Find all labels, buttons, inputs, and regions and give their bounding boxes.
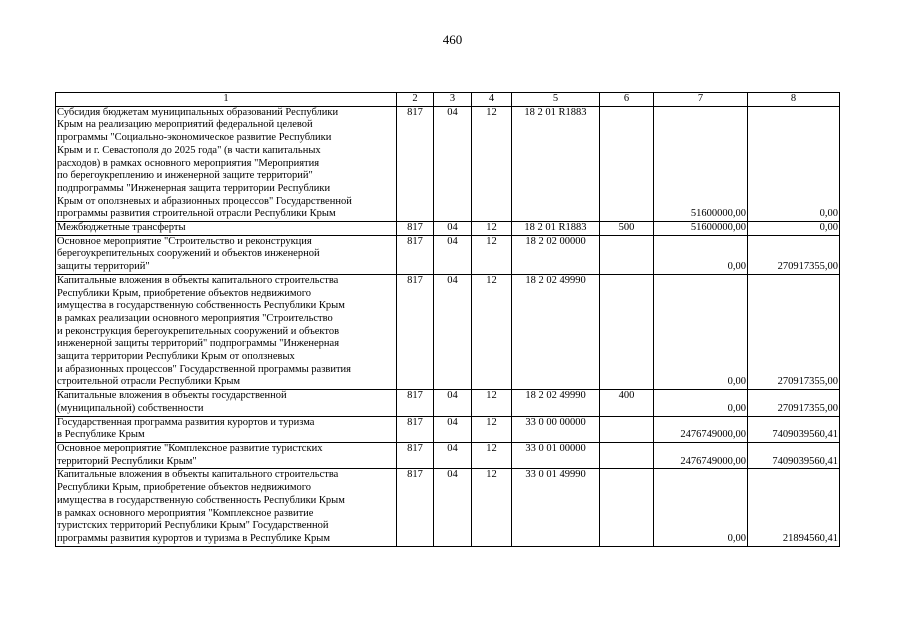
cell-target-article-text: 18 2 02 49990 (525, 390, 586, 402)
cell-section (434, 235, 472, 274)
cell-amount-col8-text: 7409039560,41 (772, 455, 838, 467)
cell-amount-col8 (748, 274, 840, 389)
cell-amount-col7-text: 51600000,00 (690, 208, 746, 220)
cell-expense-type (600, 106, 654, 221)
cell-subsection (472, 390, 512, 416)
table-row (56, 416, 840, 442)
cell-admin-code-text: 817 (407, 235, 423, 247)
cell-amount-col7 (654, 235, 748, 274)
cell-section-text: 04 (447, 222, 458, 234)
cell-amount-col8-text: 21894560,41 (782, 532, 838, 544)
cell-expense-type (600, 274, 654, 389)
cell-name (56, 274, 397, 389)
cell-subsection-text: 12 (486, 469, 497, 481)
cell-target-article-text: 18 2 02 00000 (525, 235, 586, 247)
column-header-8: 8 (748, 93, 840, 107)
cell-section (434, 390, 472, 416)
cell-subsection (472, 442, 512, 468)
cell-target-article-text: 18 2 01 R1883 (524, 106, 587, 118)
cell-amount-col8 (748, 442, 840, 468)
cell-amount-col7-text: 0,00 (727, 261, 746, 273)
cell-expense-type (600, 442, 654, 468)
cell-amount-col8-text: 7409039560,41 (772, 429, 838, 441)
column-header-1: 1 (56, 93, 397, 107)
cell-admin-code (397, 106, 434, 221)
cell-name-text: Капитальные вложения в объекты капитального строительства Республики Крым, приобретение объектов недвижимого имущества в государственную собственность Республики Крым в рамках основного мероприятия "Комплексное развитие туристских территорий Республики Крым" Государственной программы развития курортов и туризма в Республике Крым (57, 469, 345, 544)
cell-amount-col8 (748, 469, 840, 546)
cell-target-article (512, 390, 600, 416)
table-row (56, 442, 840, 468)
cell-section (434, 416, 472, 442)
cell-target-article-text: 18 2 01 R1883 (524, 222, 587, 234)
cell-subsection (472, 222, 512, 236)
cell-name-text: Межбюджетные трансферты (57, 222, 186, 234)
cell-amount-col7 (654, 274, 748, 389)
cell-amount-col8 (748, 222, 840, 236)
cell-admin-code (397, 469, 434, 546)
cell-target-article (512, 469, 600, 546)
cell-expense-type (600, 235, 654, 274)
cell-amount-col7-text: 0,00 (727, 376, 746, 388)
cell-expense-type (600, 222, 654, 236)
cell-amount-col7 (654, 442, 748, 468)
cell-subsection-text: 12 (486, 235, 497, 247)
table-row (56, 222, 840, 236)
cell-section (434, 469, 472, 546)
cell-target-article (512, 222, 600, 236)
cell-amount-col8-text: 0,00 (819, 208, 838, 220)
cell-amount-col8 (748, 106, 840, 221)
cell-subsection (472, 469, 512, 546)
cell-subsection-text: 12 (486, 390, 497, 402)
table-header-row (56, 93, 840, 107)
cell-expense-type-text: 400 (618, 390, 635, 402)
cell-amount-col7 (654, 222, 748, 236)
cell-admin-code (397, 235, 434, 274)
cell-section-text: 04 (447, 442, 458, 454)
cell-amount-col7 (654, 106, 748, 221)
cell-subsection-text: 12 (486, 442, 497, 454)
cell-section (434, 106, 472, 221)
column-header-5: 5 (512, 93, 600, 107)
cell-section-text: 04 (447, 469, 458, 481)
cell-subsection (472, 235, 512, 274)
cell-admin-code-text: 817 (407, 416, 423, 428)
cell-target-article (512, 442, 600, 468)
cell-admin-code-text: 817 (407, 442, 423, 454)
cell-amount-col8-text: 270917355,00 (777, 376, 838, 388)
cell-admin-code-text: 817 (407, 274, 423, 286)
column-header-7: 7 (654, 93, 748, 107)
cell-amount-col7 (654, 469, 748, 546)
cell-name-text: Субсидия бюджетам муниципальных образований Республики Крым на реализацию мероприятий федеральной целевой программы "Социально-экономическое развитие Республики Крым и г. Севастополя до 2025 года" (в части капитальных расходов) в рамках основного мероприятия "Мероприятия по берегоукреплению и инженерной защите территорий" подпрограммы "Инженерная защита территории Республики Крым от оползневых и абразионных процессов" Государственной программы развития строительной отрасли Республики Крым (57, 106, 352, 220)
cell-name (56, 416, 397, 442)
cell-name (56, 469, 397, 546)
cell-admin-code (397, 442, 434, 468)
cell-subsection-text: 12 (486, 222, 497, 234)
table-row (56, 274, 840, 389)
cell-name (56, 235, 397, 274)
cell-expense-type (600, 416, 654, 442)
page-number: 460 (442, 32, 463, 47)
cell-subsection-text: 12 (486, 106, 497, 118)
cell-subsection (472, 274, 512, 389)
table-row (56, 390, 840, 416)
table-row (56, 106, 840, 221)
cell-section-text: 04 (447, 390, 458, 402)
cell-admin-code (397, 416, 434, 442)
cell-section-text: 04 (447, 235, 458, 247)
cell-section (434, 222, 472, 236)
cell-expense-type (600, 469, 654, 546)
cell-target-article-text: 18 2 02 49990 (525, 274, 586, 286)
cell-admin-code (397, 222, 434, 236)
cell-subsection (472, 106, 512, 221)
cell-amount-col8 (748, 416, 840, 442)
cell-subsection (472, 416, 512, 442)
cell-target-article (512, 106, 600, 221)
cell-admin-code-text: 817 (407, 390, 423, 402)
cell-expense-type (600, 390, 654, 416)
cell-subsection-text: 12 (486, 416, 497, 428)
cell-admin-code (397, 390, 434, 416)
cell-name (56, 442, 397, 468)
cell-section-text: 04 (447, 106, 458, 118)
cell-name-text: Основное мероприятие "Комплексное развитие туристских территорий Республики Крым" (57, 442, 323, 467)
column-header-2: 2 (397, 93, 434, 107)
cell-amount-col7 (654, 416, 748, 442)
cell-amount-col7 (654, 390, 748, 416)
cell-admin-code-text: 817 (407, 222, 423, 234)
table-row (56, 235, 840, 274)
cell-amount-col7-text: 2476749000,00 (680, 455, 746, 467)
cell-amount-col7-text: 0,00 (727, 402, 746, 414)
cell-expense-type-text: 500 (618, 222, 635, 234)
cell-amount-col7-text: 51600000,00 (690, 222, 746, 234)
cell-section-text: 04 (447, 274, 458, 286)
cell-admin-code (397, 274, 434, 389)
column-header-3: 3 (434, 93, 472, 107)
cell-target-article (512, 235, 600, 274)
cell-subsection-text: 12 (486, 274, 497, 286)
cell-name (56, 106, 397, 221)
cell-name-text: Капитальные вложения в объекты капитального строительства Республики Крым, приобретение объектов недвижимого имущества в государственную собственность Республики Крым в рамках реализации основного мероприятия "Строительство и реконструкция берегоукрепительных сооружений и объектов инженерной защиты территорий" подпрограммы "Инженерная защита территории Республики Крым от оползневых и абразионных процессов" Государственной программы развития строительной отрасли Республики Крым (57, 274, 351, 388)
cell-amount-col8 (748, 235, 840, 274)
budget-table (55, 92, 840, 547)
cell-name-text: Основное мероприятие "Строительство и реконструкция берегоукрепительных сооружений и объектов инженерной защиты территорий" (57, 235, 320, 273)
cell-amount-col8 (748, 390, 840, 416)
cell-amount-col8-text: 270917355,00 (777, 402, 838, 414)
table-row (56, 469, 840, 546)
cell-amount-col8-text: 0,00 (819, 222, 838, 234)
cell-section-text: 04 (447, 416, 458, 428)
cell-section (434, 442, 472, 468)
cell-target-article (512, 416, 600, 442)
cell-name (56, 390, 397, 416)
cell-target-article-text: 33 0 01 00000 (525, 442, 586, 454)
cell-target-article-text: 33 0 01 49990 (525, 469, 586, 481)
cell-name-text: Государственная программа развития курортов и туризма в Республике Крым (57, 416, 315, 441)
cell-amount-col7-text: 2476749000,00 (680, 429, 746, 441)
cell-name (56, 222, 397, 236)
cell-amount-col8-text: 270917355,00 (777, 261, 838, 273)
cell-admin-code-text: 817 (407, 106, 423, 118)
column-header-6: 6 (600, 93, 654, 107)
column-header-4: 4 (472, 93, 512, 107)
cell-target-article-text: 33 0 00 00000 (525, 416, 586, 428)
cell-name-text: Капитальные вложения в объекты государственной (муниципальной) собственности (57, 390, 287, 414)
cell-section (434, 274, 472, 389)
cell-target-article (512, 274, 600, 389)
cell-admin-code-text: 817 (407, 469, 423, 481)
cell-amount-col7-text: 0,00 (727, 532, 746, 544)
